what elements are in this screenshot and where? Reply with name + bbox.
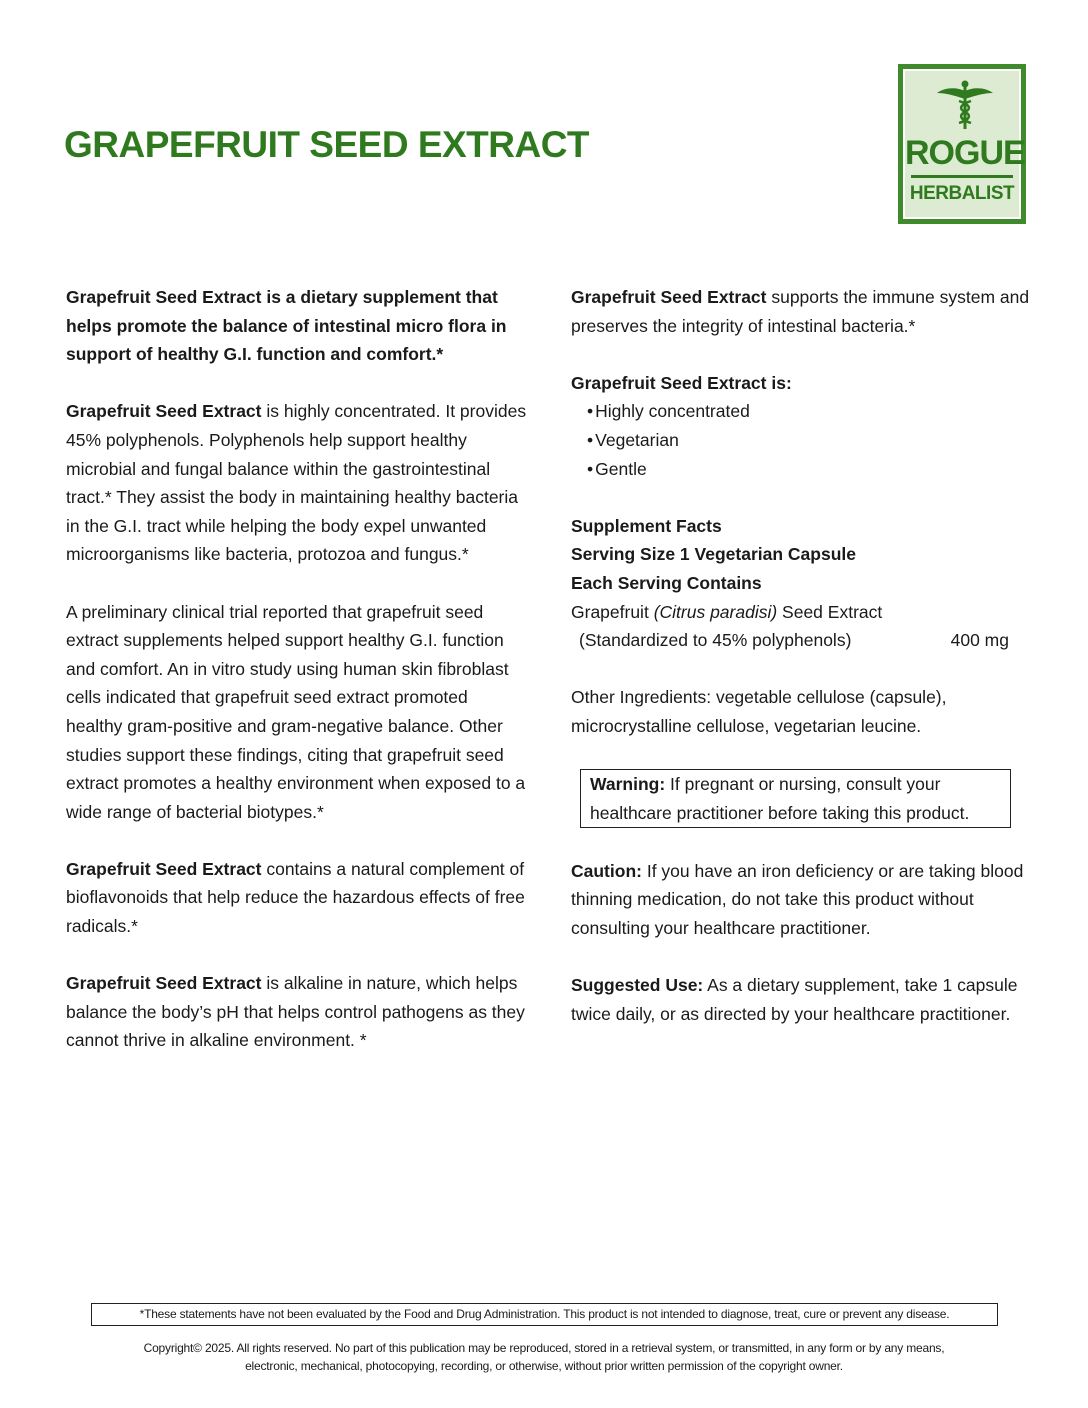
properties-heading: Grapefruit Seed Extract is:	[571, 372, 792, 393]
paragraph-text: contains a natural complement of bioflavonoids that help reduce the hazardous effects of free radicals.*	[66, 858, 525, 937]
copyright-notice	[60, 1339, 1028, 1375]
immune-paragraph	[571, 283, 1031, 340]
suggested-use-paragraph	[571, 971, 1031, 1028]
suggested-use-label: Suggested Use:	[571, 975, 704, 996]
warning-box	[580, 769, 1011, 828]
paragraph-text: is alkaline in nature, which helps balance the body’s pH that helps control pathogens as they cannot thrive in alkaline environment. *	[66, 973, 525, 1051]
product-name-bold: Grapefruit Seed Extract	[571, 287, 767, 307]
caution-label: Caution:	[571, 860, 642, 881]
left-column	[66, 283, 528, 1084]
properties-list	[571, 397, 1031, 483]
product-name-bold: Grapefruit Seed Extract	[66, 401, 262, 422]
other-ingredients: Other Ingredients: vegetable cellulose (capsule), microcrystalline cellulose, vegetarian leucine.	[571, 687, 947, 736]
standardized-note: (Standardized to 45% polyphenols)	[579, 630, 852, 651]
caution-text: If you have an iron deficiency or are taking blood thinning medication, do not take this product without consulting your healthcare practitioner.	[571, 860, 1024, 939]
intro-paragraph: Grapefruit Seed Extract is a dietary supplement that helps promote the balance of intestinal micro flora in support of healthy G.I. function and comfort.*	[66, 287, 507, 365]
list-item: • Gentle	[587, 455, 1031, 484]
rogue-herbalist-logo	[898, 64, 1026, 224]
suggested-use-text: As a dietary supplement, take 1 capsule twice daily, or as directed by your healthcare practitioner.	[571, 975, 1018, 1024]
product-name-bold: Grapefruit Seed Extract	[66, 858, 262, 879]
product-name-bold: Grapefruit Seed Extract	[66, 973, 262, 994]
logo-word-herbalist: HERBALIST	[909, 183, 1015, 204]
list-item: • Vegetarian	[587, 426, 1031, 455]
list-item: • Highly concentrated	[587, 397, 1031, 426]
fda-disclaimer: *These statements have not been evaluated by the Food and Drug Administration. This product is not intended to diagnose, treat, cure or prevent any disease.	[91, 1303, 998, 1326]
ingredient-latin: (Citrus paradisi)	[653, 601, 778, 622]
paragraph-text: supports the immune system and preserves the integrity of intestinal bacteria.*	[571, 287, 1030, 336]
warning-label: Warning:	[590, 774, 666, 795]
copyright-line: Copyright© 2025. All rights reserved. No part of this publication may be reproduced, stored in a retrieval system, or transmitted, in any form or by any means,	[143, 1341, 945, 1355]
standardized-row	[571, 626, 1031, 655]
right-column	[571, 283, 1031, 1057]
each-serving: Each Serving Contains	[571, 572, 762, 593]
serving-size: Serving Size 1 Vegetarian Capsule	[571, 544, 856, 565]
page-title: GRAPEFRUIT SEED EXTRACT	[64, 124, 590, 165]
supplement-facts	[571, 512, 1031, 655]
facts-heading: Supplement Facts	[571, 515, 722, 536]
caution-paragraph	[571, 857, 1031, 943]
alkaline-paragraph	[66, 969, 528, 1055]
amount-value: 400 mg	[950, 630, 1009, 651]
copyright-line: electronic, mechanical, photocopying, recording, or otherwise, without prior written permission of the copyright owner.	[245, 1359, 843, 1373]
warning-text: If pregnant or nursing, consult your healthcare practitioner before taking this product.	[590, 774, 970, 823]
bioflavonoids-paragraph	[66, 855, 528, 941]
concentration-paragraph	[66, 397, 528, 569]
caduceus-icon	[935, 79, 995, 131]
ingredient-name: Grapefruit	[571, 601, 654, 622]
logo-word-rogue: ROGUE	[905, 134, 1025, 172]
paragraph-text: is highly concentrated. It provides 45% polyphenols. Polyphenols help support healthy microbial and fungal balance within the gastrointestinal tract.* They assist the body in maintaining healthy bacteria in the G.I. tract while helping the body expel unwanted microorganisms like bacteria, protozoa and fungus.*	[66, 401, 527, 565]
ingredient-line	[571, 598, 1031, 627]
logo-divider	[911, 175, 1013, 178]
clinical-trial-paragraph: A preliminary clinical trial reported that grapefruit seed extract supplements helped support healthy G.I. function and comfort. An in vitro study using human skin fibroblast cells indicated that grapefruit seed extract promoted healthy gram-positive and gram-negative balance. Other studies support these findings, citing that grapefruit seed extract promotes a healthy environment when exposed to a wide range of bacterial biotypes.*	[66, 601, 526, 822]
ingredient-suffix: Seed Extract	[777, 601, 883, 622]
